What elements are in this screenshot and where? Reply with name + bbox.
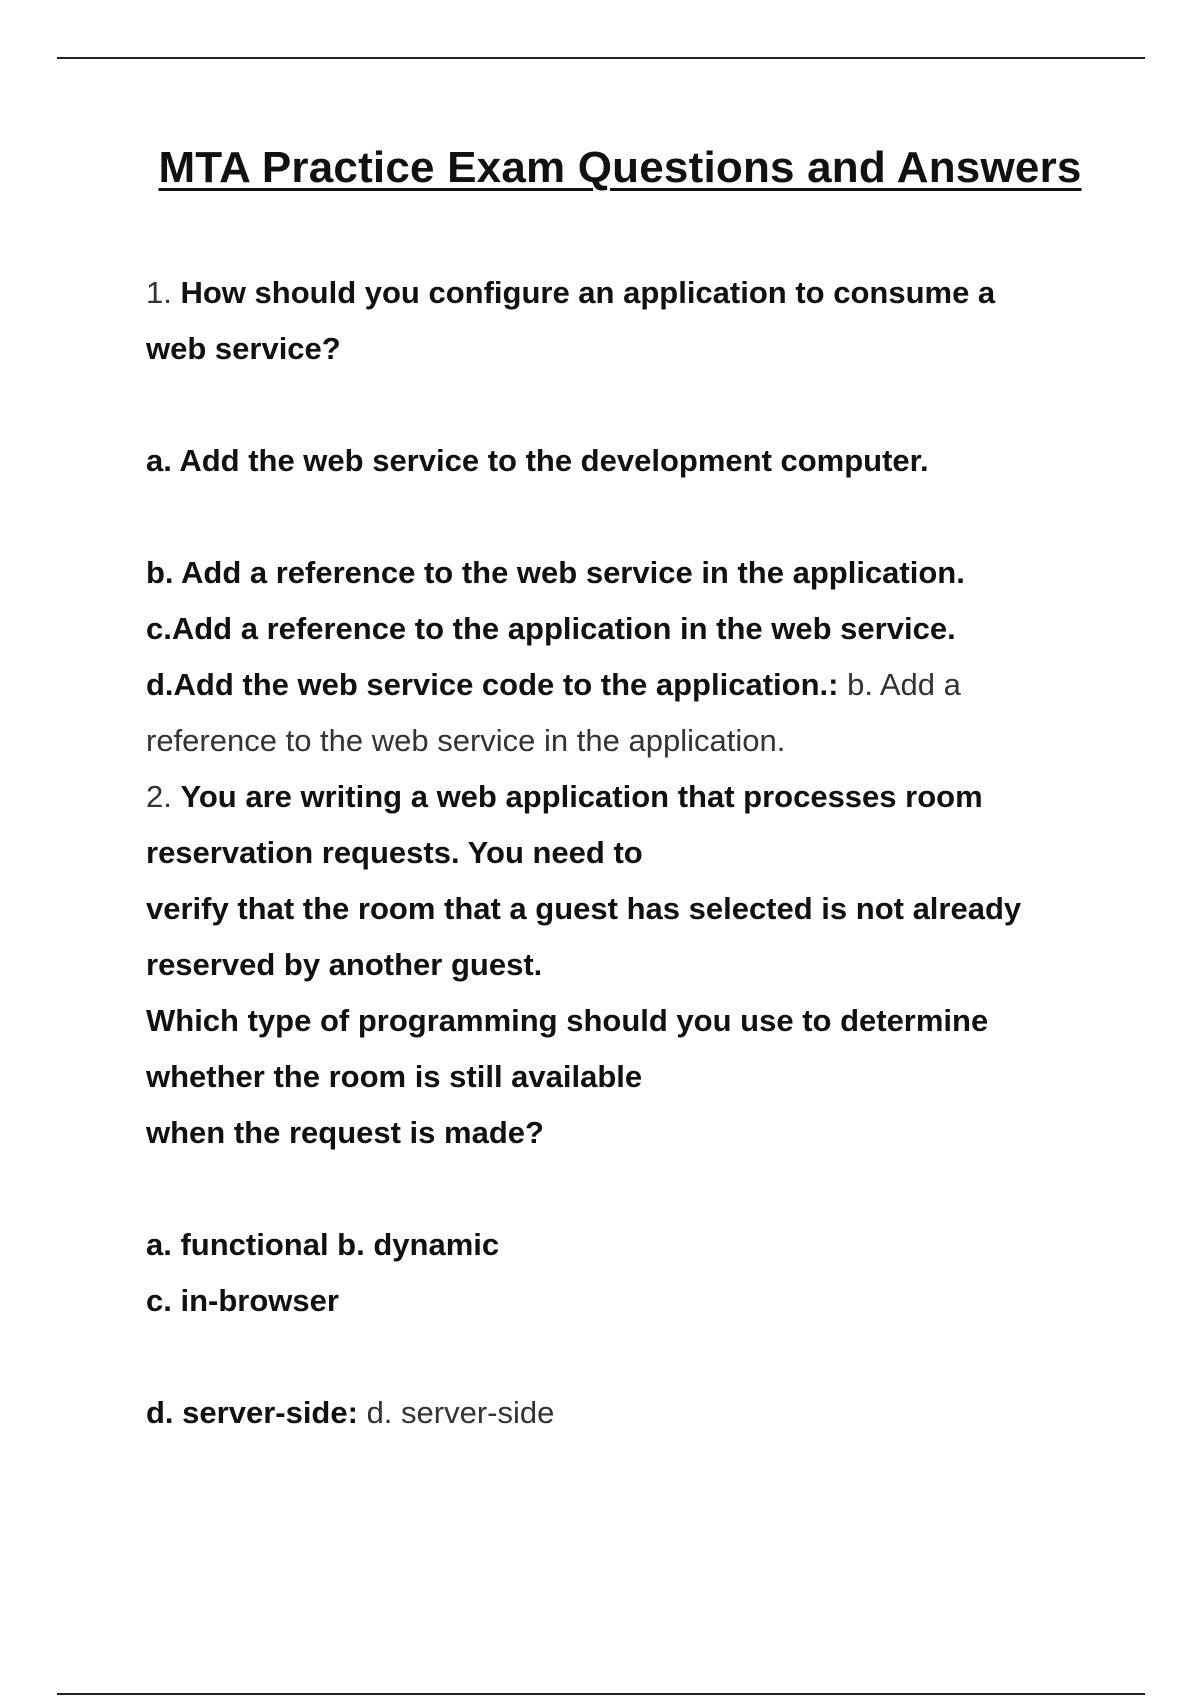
q1-question-text: How should you configure an application to consume a [180, 275, 996, 310]
q2-option-d: d. server-side: [146, 1395, 358, 1430]
q1-question-text-cont: web service? [146, 331, 341, 366]
document-body [146, 265, 1086, 1441]
q1-option-d: d.Add the web service code to the application.: [146, 667, 839, 702]
q2-question-text-2: reservation requests. You need to [146, 835, 643, 870]
q1-question-line [146, 265, 1086, 321]
q2-question-text: You are writing a web application that processes room [180, 779, 983, 814]
q2-question-text-3: verify that the room that a guest has selected is not already [146, 891, 1022, 926]
top-rule [57, 57, 1145, 59]
q2-options-ab: a. functional b. dynamic [146, 1227, 500, 1262]
q1-answer-cont: reference to the web service in the application. [146, 723, 786, 758]
q1-answer: b. Add a [847, 667, 961, 702]
q2-number: 2. [146, 779, 172, 814]
q2-question-text-6: whether the room is still available [146, 1059, 643, 1094]
q2-question-line [146, 769, 1086, 825]
bottom-rule [57, 1693, 1145, 1695]
q2-option-c: c. in-browser [146, 1283, 339, 1318]
q2-option-d-line [146, 1385, 1086, 1441]
page-title: MTA Practice Exam Questions and Answers [158, 143, 1082, 192]
q2-answer: d. server-side [366, 1395, 555, 1430]
q2-question-text-4: reserved by another guest. [146, 947, 543, 982]
q1-option-a: a. Add the web service to the development computer. [146, 443, 929, 478]
q1-option-b: b. Add a reference to the web service in the application. [146, 555, 965, 590]
q2-question-text-5: Which type of programming should you use to determine [146, 1003, 989, 1038]
q1-number: 1. [146, 275, 172, 310]
q2-question-text-7: when the request is made? [146, 1115, 544, 1150]
q1-option-d-line [146, 657, 1086, 713]
q1-option-c: c.Add a reference to the application in the web service. [146, 611, 956, 646]
